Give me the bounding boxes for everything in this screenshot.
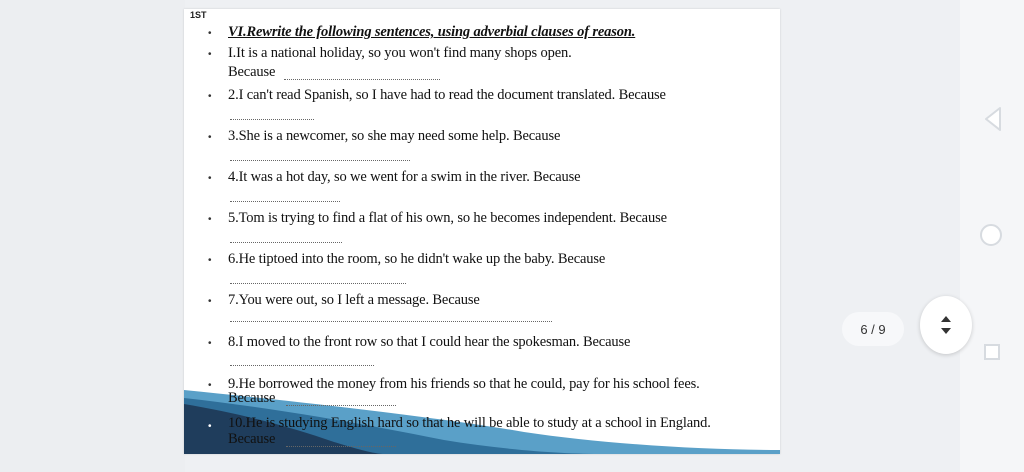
- bullet: •: [208, 91, 212, 102]
- bullet: •: [208, 173, 212, 184]
- sentence-5: 5.Tom is trying to find a flat of his own, so he becomes independent. Because: [228, 210, 667, 226]
- left-gutter: [0, 0, 185, 472]
- bullet: •: [208, 49, 212, 60]
- document-page: [184, 9, 780, 454]
- sentence-6: 6.He tiptoed into the room, so he didn't wake up the baby. Because: [228, 251, 606, 267]
- page-scroll-button[interactable]: [920, 296, 972, 354]
- page-indicator: 6 / 9: [842, 312, 904, 346]
- chevron-left-icon[interactable]: [980, 104, 1004, 134]
- square-icon[interactable]: [984, 344, 1000, 360]
- page-mark: 1ST: [190, 10, 207, 20]
- answer-prefix-10: Because: [228, 431, 276, 447]
- answer-blank-9: [286, 405, 396, 406]
- bullet: •: [208, 28, 212, 39]
- sentence-2: 2.I can't read Spanish, so I have had to read the document translated. Because: [228, 87, 666, 103]
- answer-blank-4: [230, 201, 340, 202]
- sentence-9: 9.He borrowed the money from his friends so that he could, pay for his school fees.: [228, 376, 700, 392]
- bullet: •: [208, 338, 212, 349]
- answer-prefix-9: Because: [228, 390, 276, 406]
- answer-blank-2: [230, 119, 314, 120]
- bullet: •: [208, 296, 212, 307]
- bullet: •: [208, 214, 212, 225]
- bullet: •: [208, 255, 212, 266]
- answer-blank-5: [230, 242, 342, 243]
- sentence-10: 10.He is studying English hard so that he will be able to study at a school in England.: [228, 415, 711, 431]
- bullet: •: [208, 380, 212, 391]
- sentence-3: 3.She is a newcomer, so she may need some help. Because: [228, 128, 561, 144]
- sentence-4: 4.It was a hot day, so we went for a swim in the river. Because: [228, 169, 581, 185]
- circle-icon[interactable]: [980, 224, 1002, 246]
- sentence-8: 8.I moved to the front row so that I could hear the spokesman. Because: [228, 334, 631, 350]
- exercise-heading: VI.Rewrite the following sentences, using adverbial clauses of reason.: [228, 24, 636, 40]
- bullet: •: [208, 421, 212, 432]
- answer-prefix-1: Because: [228, 64, 276, 80]
- sentence-1: I.It is a national holiday, so you won't find many shops open.: [228, 45, 572, 61]
- answer-blank-1: [284, 79, 440, 80]
- answer-blank-8: [230, 365, 374, 366]
- answer-blank-3: [230, 160, 410, 161]
- answer-blank-6: [230, 283, 406, 284]
- answer-blank-7: [230, 321, 552, 322]
- answer-blank-10: [286, 446, 396, 447]
- up-down-arrows-icon: [939, 314, 953, 336]
- bullet: •: [208, 132, 212, 143]
- sentence-7: 7.You were out, so I left a message. Because: [228, 292, 480, 308]
